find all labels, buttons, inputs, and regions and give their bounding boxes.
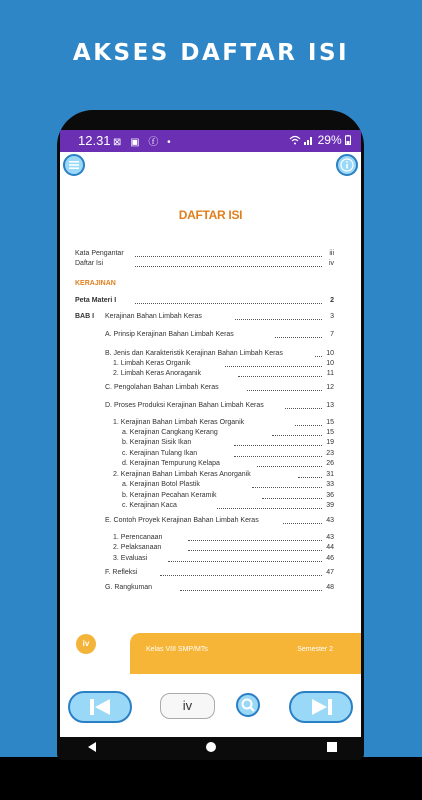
toc-row[interactable] — [105, 349, 334, 358]
toc-row-page: 15 — [326, 419, 334, 426]
home-icon[interactable] — [205, 741, 217, 753]
toc-row-label: a. Kerajinan Cangkang Kerang — [122, 429, 218, 436]
search-icon — [240, 697, 256, 713]
toc-row[interactable] — [113, 543, 334, 552]
page-number-badge: iv — [76, 634, 96, 654]
battery-percent: 29% — [317, 133, 342, 147]
status-bar — [60, 130, 361, 152]
toc-dot-leader — [283, 523, 322, 524]
toc-row[interactable] — [105, 568, 334, 577]
toc-row-page: 36 — [326, 492, 334, 499]
phone-frame — [57, 110, 364, 760]
menu-icon — [68, 159, 80, 171]
toc-row-label: G. Rangkuman — [105, 584, 153, 591]
toc-dot-leader — [272, 435, 322, 436]
bottom-strip — [0, 757, 422, 800]
system-nav-bar — [60, 737, 361, 760]
toc-row[interactable] — [122, 501, 334, 510]
toc-row-label: Kata Pengantar — [75, 250, 124, 257]
toc-row-label: B. Jenis dan Karakteristik Kerajinan Bahan Limbah Keras — [105, 350, 283, 357]
toc-dot-leader — [262, 498, 322, 499]
toc-row-label: b. Kerajinan Sisik Ikan — [122, 439, 192, 446]
toc-row-label: 3. Evaluasi — [113, 555, 148, 562]
toc-row[interactable] — [105, 383, 334, 392]
status-right — [289, 133, 351, 147]
back-icon[interactable] — [86, 741, 98, 753]
toc-dot-leader — [188, 550, 322, 551]
toc-row-page: 26 — [326, 460, 334, 467]
toc-dot-leader — [275, 337, 322, 338]
toc-row[interactable] — [113, 369, 334, 378]
toc-row-bab[interactable] — [75, 312, 334, 321]
toc-row[interactable] — [105, 583, 334, 592]
toc-row[interactable] — [122, 428, 334, 437]
toc-row-page: 47 — [326, 569, 334, 576]
wifi-icon — [289, 135, 301, 145]
toc-dot-leader — [315, 356, 322, 357]
toc-dot-leader — [298, 477, 322, 478]
next-page-button[interactable] — [289, 691, 353, 723]
toc-dot-leader — [238, 376, 322, 377]
notification-icons: ⊠ ▣ ⓕ • — [113, 137, 174, 148]
signal-icon — [304, 135, 314, 145]
toc-section-heading: KERAJINAN — [75, 280, 116, 287]
toc-row-peta[interactable] — [75, 296, 334, 305]
toc-dot-leader — [168, 561, 322, 562]
reader-navbar — [60, 687, 361, 737]
toc-row-label: 2. Limbah Keras Anoraganik — [113, 370, 201, 377]
toc-title: DAFTAR ISI — [178, 208, 243, 222]
toc-dot-leader — [252, 487, 322, 488]
toc-row-page: 11 — [326, 370, 334, 377]
battery-icon — [345, 135, 351, 145]
toc-row-label: c. Kerajinan Tulang Ikan — [122, 450, 198, 457]
page-input[interactable]: iv — [160, 693, 215, 719]
toc-row[interactable] — [122, 438, 334, 447]
toc-dot-leader — [135, 256, 322, 257]
toc-row-label: F. Refleksi — [105, 569, 138, 576]
toc-row-page: iii — [329, 250, 334, 257]
toc-row-front[interactable] — [75, 259, 334, 268]
toc-row-page: 15 — [326, 429, 334, 436]
toc-row-label: A. Prinsip Kerajinan Bahan Limbah Keras — [105, 331, 234, 338]
toc-row-page: 48 — [326, 584, 334, 591]
toc-row[interactable] — [122, 480, 334, 489]
info-icon — [340, 158, 354, 172]
toc-row[interactable] — [113, 418, 334, 427]
toc-row-page: 23 — [326, 450, 334, 457]
toc-row-label: 1. Perencanaan — [113, 534, 163, 541]
toc-row-label: C. Pengolahan Bahan Limbah Keras — [105, 384, 219, 391]
toc-row-page: 13 — [326, 402, 334, 409]
toc-dot-leader — [247, 390, 322, 391]
toc-bab-label: BAB I — [75, 313, 95, 320]
toc-row-page: 39 — [326, 502, 334, 509]
skip-previous-icon — [87, 697, 113, 717]
toc-row-label: 1. Limbah Keras Organik — [113, 360, 191, 367]
toc-row-label: Peta Materi I — [75, 297, 117, 304]
toc-row[interactable] — [113, 470, 334, 479]
toc-row[interactable] — [122, 491, 334, 500]
toc-row[interactable] — [105, 401, 334, 410]
toc-dot-leader — [180, 590, 322, 591]
toc-dot-leader — [217, 508, 322, 509]
toc-row-label: a. Kerajinan Botol Plastik — [122, 481, 200, 488]
toc-row-page: 19 — [326, 439, 334, 446]
toc-row-label: d. Kerajinan Tempurung Kelapa — [122, 460, 220, 467]
toc-dot-leader — [285, 408, 322, 409]
toc-dot-leader — [234, 445, 322, 446]
toc-row-label: 2. Kerajinan Bahan Limbah Keras Anorganik — [113, 471, 251, 478]
toc-row-page: 7 — [330, 331, 334, 338]
toc-row-page: 10 — [326, 350, 334, 357]
toc-row-page: 43 — [326, 517, 334, 524]
footer-class: Kelas VIII SMP/MTs — [146, 646, 208, 653]
page-footer — [130, 633, 361, 674]
toc-row-page: 33 — [326, 481, 334, 488]
toc-dot-leader — [160, 575, 322, 576]
toc-dot-leader — [295, 425, 322, 426]
toc-dot-leader — [225, 366, 322, 367]
toc-dot-leader — [234, 456, 322, 457]
footer-semester: Semester 2 — [297, 646, 333, 653]
toc-row[interactable] — [122, 449, 334, 458]
recents-icon[interactable] — [326, 741, 338, 753]
toc-dot-leader — [188, 540, 322, 541]
status-time: 12.31 — [78, 133, 111, 148]
book-page[interactable] — [60, 152, 361, 687]
search-button[interactable] — [236, 693, 260, 717]
toc-row-page: 46 — [326, 555, 334, 562]
toc-row-page: 43 — [326, 534, 334, 541]
toc-row[interactable] — [105, 516, 334, 525]
toc-row-label: b. Kerajinan Pecahan Keramik — [122, 492, 217, 499]
toc-row[interactable] — [105, 330, 334, 339]
toc-row-page: 12 — [326, 384, 334, 391]
toc-row-label: 2. Pelaksanaan — [113, 544, 162, 551]
toc-row-page: 44 — [326, 544, 334, 551]
toc-row-page: iv — [328, 260, 334, 267]
toc-row[interactable] — [113, 554, 334, 563]
toc-row-page: 31 — [326, 471, 334, 478]
toc-row[interactable] — [113, 359, 334, 368]
toc-bab-title: Kerajinan Bahan Limbah Keras — [105, 313, 202, 320]
info-button[interactable] — [336, 154, 358, 176]
toc-row-label: c. Kerajinan Kaca — [122, 502, 177, 509]
toc-row[interactable] — [122, 459, 334, 468]
toc-row-label: Daftar Isi — [75, 260, 104, 267]
skip-next-icon — [309, 697, 335, 717]
menu-button[interactable] — [63, 154, 85, 176]
toc-row-page: 2 — [330, 297, 334, 304]
toc-dot-leader — [257, 466, 322, 467]
toc-dot-leader — [135, 266, 322, 267]
headline: AKSES DAFTAR ISI — [72, 40, 350, 66]
toc-row-label: 1. Kerajinan Bahan Limbah Keras Organik — [113, 419, 245, 426]
toc-row-label: D. Proses Produksi Kerajinan Bahan Limbah Keras — [105, 402, 264, 409]
toc-row-label: E. Contoh Proyek Kerajinan Bahan Limbah Keras — [105, 517, 259, 524]
toc-row-page: 10 — [326, 360, 334, 367]
toc-row-front[interactable] — [75, 249, 334, 258]
toc-row-page: 3 — [330, 313, 334, 320]
toc-row[interactable] — [113, 533, 334, 542]
prev-page-button[interactable] — [68, 691, 132, 723]
